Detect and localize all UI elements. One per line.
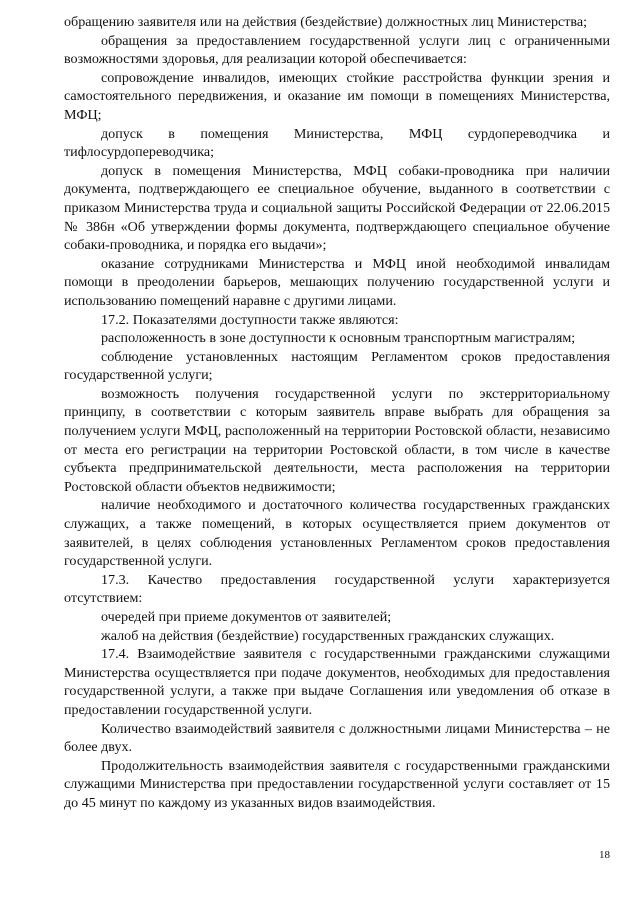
paragraph-4: допуск в помещения Министерства, МФЦ сурдопереводчика и тифлосурдопереводчика; <box>64 125 610 161</box>
paragraph-7: 17.2. Показателями доступности также являются: <box>101 311 399 328</box>
paragraph-9: соблюдение установленных настоящим Регламентом сроков предоставления государственной услуги; <box>64 348 610 384</box>
paragraph-14: жалоб на действия (бездействие) государственных гражданских служащих. <box>101 627 555 644</box>
paragraph-12: 17.3. Качество предоставления государственной услуги характеризуется отсутствием: <box>64 571 610 607</box>
paragraph-5: допуск в помещения Министерства, МФЦ собаки-проводника при наличии документа, подтверждающего ее специальное обучение, выданного в соответствии с приказом Министерства труда и социальной защиты Российской Федерации от 22.06.2015 № 386н «Об утверждении формы документа, подтверждающего специальное обучение собаки-проводника, и порядка его выдачи»; <box>64 162 610 254</box>
paragraph-15: 17.4. Взаимодействие заявителя с государственными гражданскими служащими Министерства осуществляется при подаче документов, необходимых для предоставления государственной услуги, а также при выдаче Соглашения или уведомления об отказе в предоставлении государственной услуги. <box>64 646 610 718</box>
paragraph-13: очередей при приеме документов от заявителей; <box>101 609 392 625</box>
paragraph-16: Количество взаимодействий заявителя с должностными лицами Министерства – не более двух. <box>64 720 610 756</box>
paragraph-10: возможность получения государственной услуги по экстерриториальному принципу, в соответствии с которым заявитель вправе выбрать для обращения за получением услуги МФЦ, расположенный на территории Ростовской области, независимо от места его регистрации на территории Ростовской области, в том числе в качестве субъекта предпринимательской деятельности, места расположения на территории Ростовской области объектов недвижимости; <box>64 385 610 495</box>
paragraph-3: сопровождение инвалидов, имеющих стойкие расстройства функции зрения и самостоятельного передвижения, и оказание им помощи в помещениях Министерства, МФЦ; <box>64 69 610 123</box>
paragraph-6: оказание сотрудниками Министерства и МФЦ иной необходимой инвалидам помощи в преодолении барьеров, мешающих получению государственной услуги и использованию помещений наравне с другими лицами. <box>64 255 610 309</box>
paragraph-2: обращения за предоставлением государственной услуги лиц с ограниченными возможностями здоровья, для реализации которой обеспечивается: <box>64 32 610 68</box>
paragraph-17: Продолжительность взаимодействия заявителя с государственными гражданскими служащими Министерства при предоставлении государственной услуги составляет от 15 до 45 минут по каждому из указанных видов взаимодействия. <box>64 757 610 811</box>
paragraph-1: обращению заявителя или на действия (бездействие) должностных лиц Министерства; <box>64 14 588 30</box>
paragraph-8: расположенность в зоне доступности к основным транспортным магистралям; <box>101 330 576 347</box>
document-page <box>64 13 610 813</box>
paragraph-11: наличие необходимого и достаточного количества государственных гражданских служащих, а также помещений, в которых осуществляется прием документов от заявителей, в целях соблюдения установленных Регламентом сроков предоставления государственной услуги. <box>64 497 610 570</box>
page-number: 18 <box>599 849 610 861</box>
